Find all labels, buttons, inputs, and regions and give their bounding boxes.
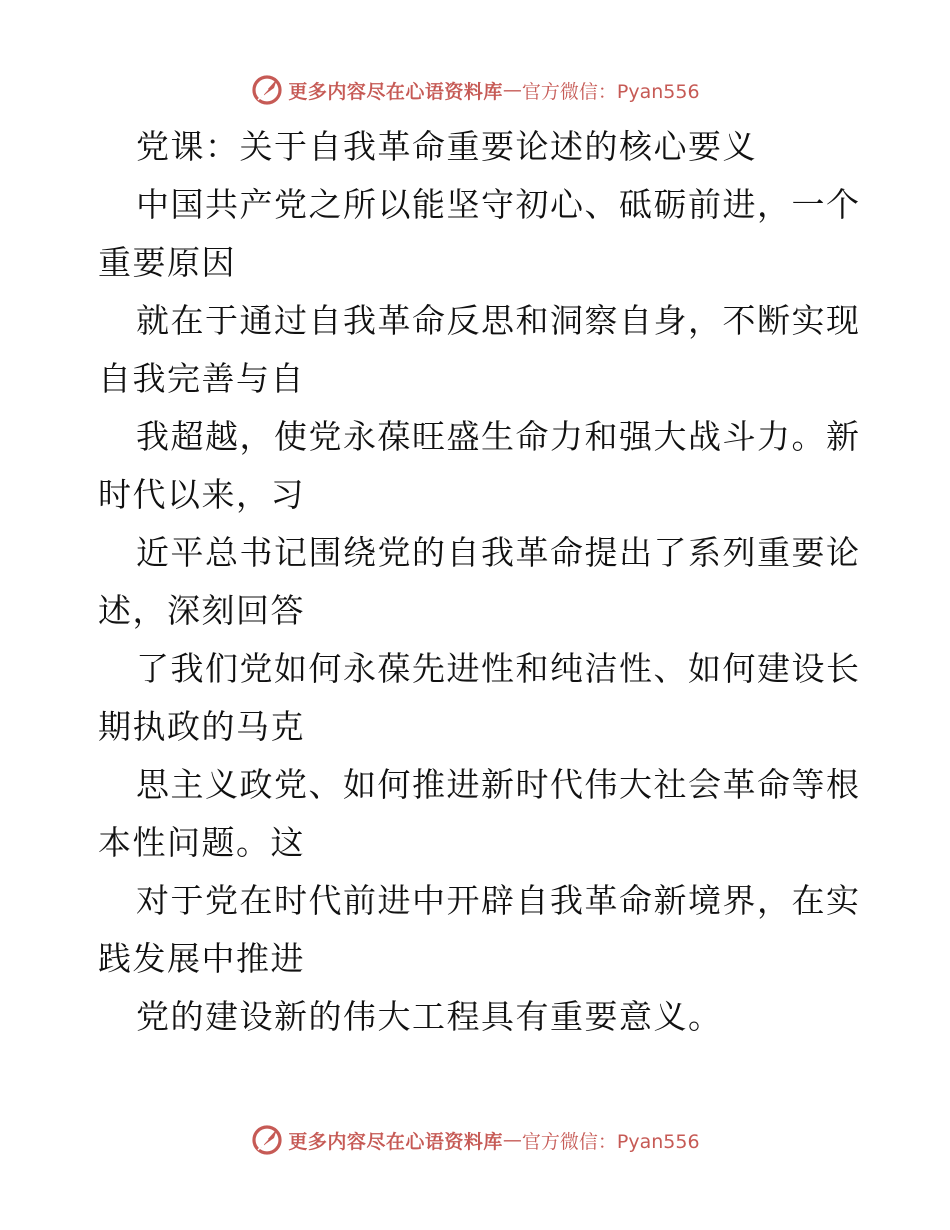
banner-wechat: 官方微信：Pyan556	[521, 80, 700, 103]
paragraph-line: 时代以来，习	[98, 475, 305, 514]
banner-title: 更多内容尽在心语资料库	[288, 1130, 503, 1153]
paragraph-line: 对于党在时代前进中开辟自我革命新境界，在实	[136, 881, 861, 920]
document-title: 党课：关于自我革命重要论述的核心要义	[136, 127, 757, 166]
paragraph-line: 了我们党如何永葆先进性和纯洁性、如何建设长	[136, 649, 861, 688]
quill-pen-logo-icon	[250, 73, 284, 107]
banner-title: 更多内容尽在心语资料库	[288, 80, 503, 103]
paragraph-line: 近平总书记围绕党的自我革命提出了系列重要论	[136, 533, 861, 572]
paragraph-line: 践发展中推进	[98, 939, 305, 978]
paragraph-line: 中国共产党之所以能坚守初心、砥砺前进，一个	[136, 185, 861, 224]
paragraph-line: 自我完善与自	[98, 359, 305, 398]
banner-separator: —	[502, 79, 522, 101]
banner-wechat: 官方微信：Pyan556	[521, 1130, 700, 1153]
document-body	[98, 118, 861, 1046]
footer-banner	[0, 1120, 950, 1160]
header-banner	[0, 70, 950, 110]
paragraph-line: 本性问题。这	[98, 823, 305, 862]
paragraph-line: 党的建设新的伟大工程具有重要意义。	[136, 997, 723, 1036]
paragraph-line: 我超越，使党永葆旺盛生命力和强大战斗力。新	[136, 417, 861, 456]
paragraph-line: 述，深刻回答	[98, 591, 305, 630]
banner-separator: —	[502, 1129, 522, 1151]
quill-pen-logo-icon	[250, 1123, 284, 1157]
paragraph-line: 思主义政党、如何推进新时代伟大社会革命等根	[136, 765, 861, 804]
paragraph-line: 就在于通过自我革命反思和洞察自身，不断实现	[136, 301, 861, 340]
paragraph-line: 期执政的马克	[98, 707, 305, 746]
paragraph-line: 重要原因	[98, 243, 236, 282]
